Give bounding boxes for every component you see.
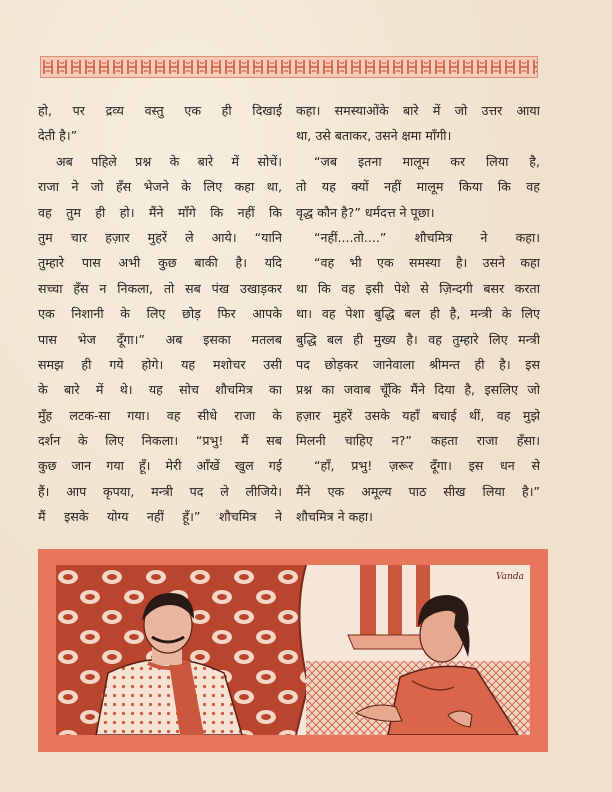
text-line: तुम्हारे पास अभी कुछ बाकी है। यदि	[38, 255, 282, 271]
artist-signature: Vanda	[496, 572, 524, 582]
text-line: कुछ जान गया हूँ। मेरी आँखें खुल गई	[38, 458, 282, 474]
text-line: देती है।”	[38, 128, 78, 144]
text-line: बुद्धि बल ही मुख्य है। वह तुम्हारे लिए मन्त्री	[296, 331, 540, 347]
text-line: हज़ार मुहरें उसके यहाँ बचाई थीं, वह मुझे	[296, 407, 540, 423]
text-line: मैं इसके योग्य नहीं हूँ।” शौचमित्र ने	[38, 509, 282, 525]
text-line: था, उसे बताकर, उसने क्षमा माँगी।	[296, 128, 452, 144]
text-line: प्रश्न का जवाब चूँकि मैंने दिया है, इसलिए जो	[296, 382, 540, 398]
right-text-column	[296, 98, 540, 530]
story-illustration	[38, 549, 548, 752]
text-line: “हाँ, प्रभु! ज़रूर दूँगा। इस धन से	[314, 458, 540, 474]
text-line: मैंने एक अमूल्य पाठ सीख लिया है।”	[296, 483, 540, 499]
text-line: वृद्ध कौन है?” धर्मदत्त ने पूछा।	[296, 204, 435, 220]
text-line: हैं। आप कृपया, मन्त्री पद ले लीजिये।	[38, 483, 282, 499]
text-line: हो, पर द्रव्य वस्तु एक ही दिखाई	[38, 103, 282, 118]
text-line: समझ ही गये होगे। यह मशोचर उसी	[38, 356, 282, 372]
text-line: अब पहिले प्रश्न के बारे में सोचें।	[56, 153, 282, 169]
text-line: तो यह क्यों नहीं मालूम किया कि वह	[296, 179, 540, 195]
text-line: मुँह लटक-सा गया। वह सीधे राजा के	[38, 407, 282, 423]
text-line: था कि वह इसी पेशे से ज़िन्दगी बसर करता	[296, 280, 540, 296]
text-line: दर्शन के लिए निकला। “प्रभु! मैं सब	[38, 433, 282, 449]
text-line: सच्चा हँस न निकला, तो सब पंख उखाड़कर	[38, 280, 282, 296]
text-line: तुम चार हज़ार मुहरें ले आये। “यानि	[38, 229, 282, 245]
text-line: शौचमित्र ने कहा।	[296, 509, 373, 525]
left-text-column	[38, 98, 282, 530]
text-line: वह तुम ही हो। मैंने माँगे कि नहीं कि	[38, 204, 282, 220]
text-line: कहा। समस्याओंके बारे में जो उत्तर आया	[296, 103, 540, 118]
text-line: “जब इतना मालूम कर लिया है,	[314, 153, 540, 169]
text-line: “वह भी एक समस्या है। उसने कहा	[314, 255, 540, 271]
text-line: था। वह पेशा बुद्धि बल ही है, मन्त्री के लिए	[296, 306, 540, 322]
illustration-scene	[56, 565, 530, 735]
border-pattern	[41, 57, 538, 78]
text-line: एक निशानी के लिए छोड़ फिर आपके	[38, 306, 282, 322]
text-line: मिलनी चाहिए न?” कहता राजा हँसा।	[296, 433, 540, 449]
text-line: पास भेज दूँगा।” अब इसका मतलब	[38, 331, 282, 347]
text-line: राजा ने जो हँस भेजने के लिए कहा था,	[38, 179, 282, 195]
text-line: पद छोड़कर जानेवाला श्रीमन्त ही है। इस	[296, 356, 540, 372]
text-line: के बारे में थे। यह सोच शौचमित्र का	[38, 382, 282, 398]
decorative-border-band	[40, 56, 538, 78]
text-line: “नहीं....तो....” शौचमित्र ने कहा।	[314, 229, 540, 245]
